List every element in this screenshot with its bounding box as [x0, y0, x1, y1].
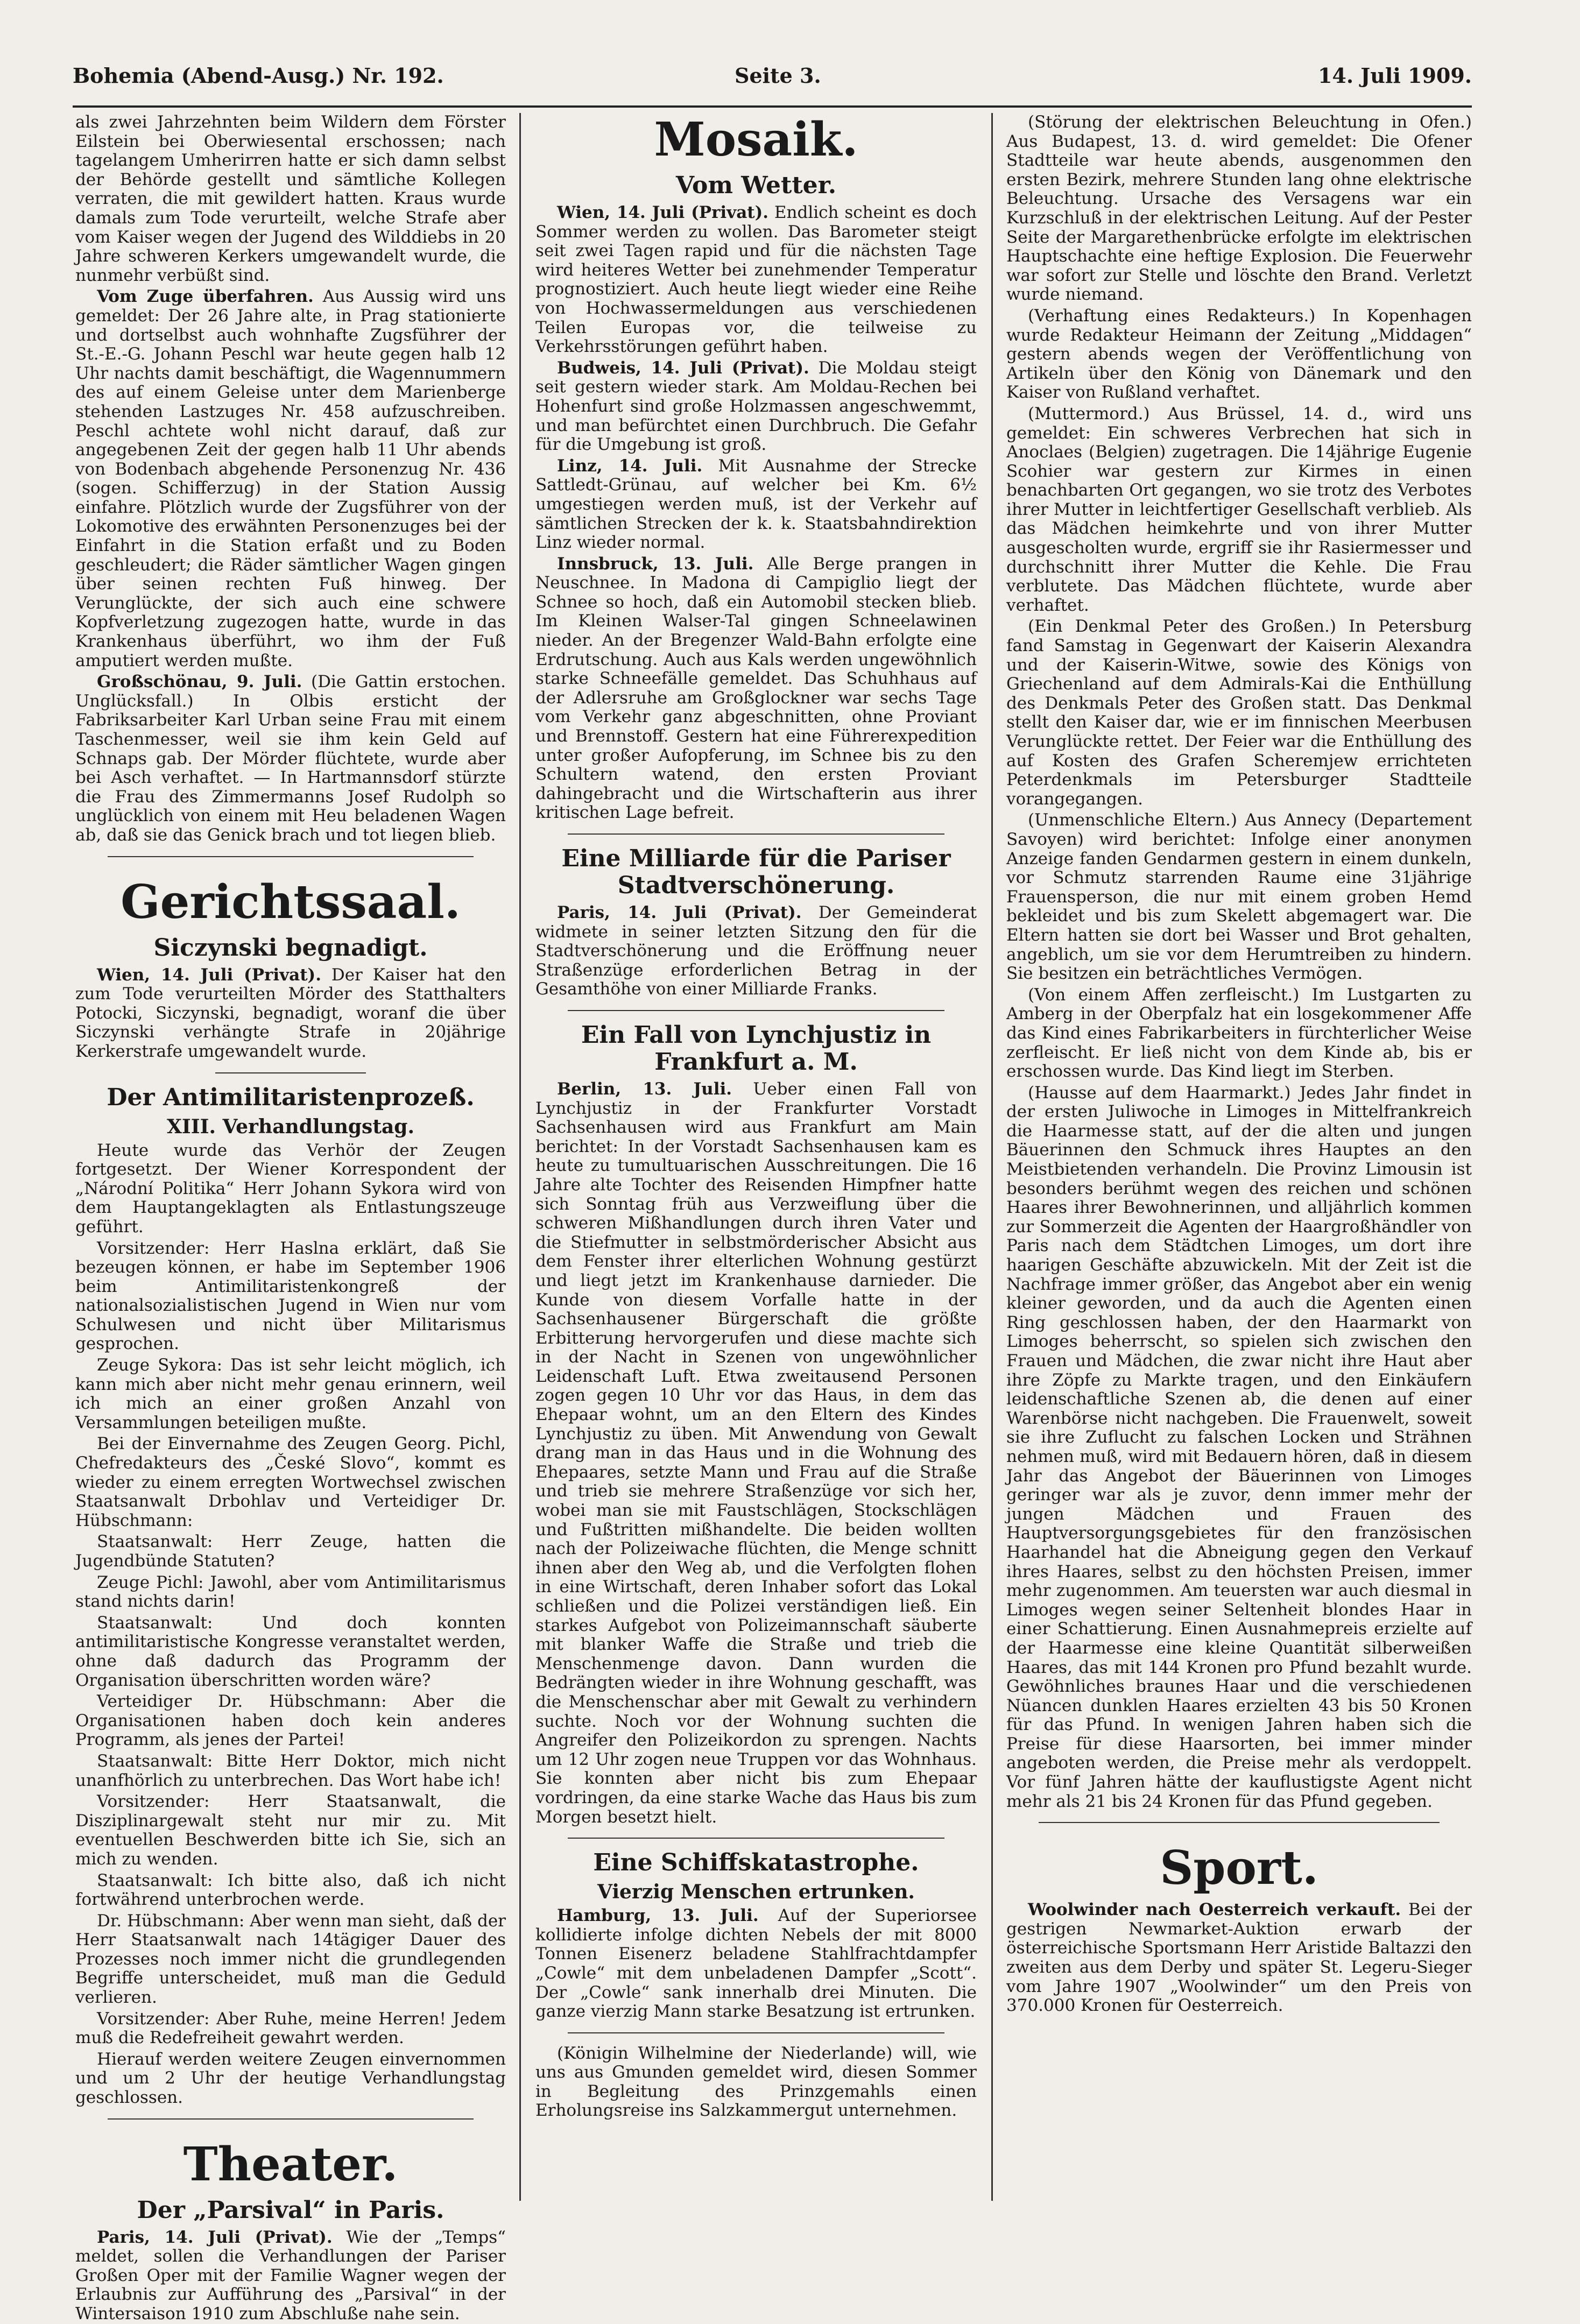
- page-header: [73, 63, 1472, 107]
- article-paragraph: (Muttermord.) Aus Brüssel, 14. d., wird uns gemeldet: Ein schweres Verbrechen hat sich in Anoclaes (Belgien) zugetragen. Die 14jährige Eugenie Scohier war gestern zur Kirmes in einen benachbarten Ort gegangen, wo sie trotz des Verbotes ihrer Mutter in leichtfertiger Gesellschaft verblieb. Als das Mädchen heimkehrte und von ihrer Mutter ausgescholten wurde, ergriff sie ihr Rasiermesser und durchschnitt ihrer Mutter die Kehle. Die Frau verblutete. Das Mädchen flüchtete, wurde aber verhaftet.: [1006, 404, 1472, 615]
- article-paragraph: [535, 903, 977, 999]
- headline: Ein Fall von Lynchjustiz in Frankfurt a. M.: [581, 1021, 932, 1076]
- article-lead: Paris, 14. Juli (Privat).: [557, 903, 802, 922]
- header-rule: [73, 105, 1472, 108]
- article-paragraph: Zeuge Pichl: Jawohl, aber vom Antimilitarismus stand nichts darin!: [75, 1572, 506, 1612]
- article-separator: [568, 833, 944, 835]
- article-text: Der Kaiser hat den zum Tode verurteilten Mörder des Statthalters Potocki, Siczynski, begnadigt, woranf die über Siczynski verhängte Strafe in 20jährige Kerkerstrafe umgewandelt wurde.: [75, 965, 506, 1061]
- article-separator: [568, 1010, 944, 1011]
- article-paragraph: [535, 1080, 977, 1827]
- article-lead: Woolwinder nach Oesterreich verkauft.: [1028, 1900, 1401, 1920]
- article-paragraph: Heute wurde das Verhör der Zeugen fortgesetzt. Der Wiener Korrespondent der „Národní Politika“ Herr Johann Sykora wird von dem Hauptangeklagten als Entlastungszeuge geführt.: [75, 1140, 506, 1237]
- article-paragraph: Vorsitzender: Aber Ruhe, meine Herren! Jedem muß die Redefreiheit gewahrt werden.: [75, 2009, 506, 2048]
- article-paragraph: [75, 966, 506, 1062]
- article-paragraph: Hierauf werden weitere Zeugen einvernommen und um 2 Uhr der heutige Verhandlungstag geschlossen.: [75, 2049, 506, 2108]
- article-paragraph: [535, 359, 977, 455]
- column-middle: [535, 113, 977, 2244]
- article-lead: Wien, 14. Juli (Privat).: [97, 965, 322, 985]
- column-divider: [519, 113, 521, 2201]
- article-paragraph: [75, 287, 506, 670]
- header-date: 14. Juli 1909.: [1317, 63, 1472, 88]
- article-paragraph: als zwei Jahrzehnten beim Wildern dem Förster Eilstein bei Oberwiesental erschossen; nach tagelangem Umherirren hatte er sich damn selbst der Behörde gestellt und sämtliche Kollegen verraten, die mit gewildert hatten. Kraus wurde damals zum Tode verurteilt, welche Strafe aber vom Kaiser wegen der Jugend des Wilddiebs in 20 Jahre schweren Kerkers umgewandelt wurde, die nunmehr verbüßt sind.: [75, 112, 506, 285]
- article-text: Ueber einen Fall von Lynchjustiz in der Frankfurter Vorstadt Sachsenhausen wird aus Frankfurt am Main berichtet: In der Vorstadt Sachsenhausen kam es heute zu tumultuarischen Ausschreitungen. Die 16 Jahre alte Tochter des Reisenden Himpfner hatte sich Sonntag früh aus Verzweiflung über die schweren Mißhandlungen durch ihren Vater und die Stiefmutter in selbstmörderischer Absicht aus dem Fenster ihrer elterlichen Wohnung gestürzt und liegt jetzt im Krankenhause darnieder. Die Kunde von diesem Vorfalle hatte in der Sachsenhausener Bürgerschaft die größte Erbitterung hervorgerufen und diese machte sich in der Nacht in Szenen von ungewöhnlicher Leidenschaft Luft. Etwa zweitausend Personen zogen gegen 10 Uhr vor das Haus, in dem das Ehepaar wohnt, um an den Eltern des Kindes Lynchjustiz zu üben. Mit Anwendung von Gewalt drang man in das Haus und in die Wohnung des Ehepaares, setzte Mann und Frau auf die Straße und trieb sie mehrere Straßenzüge vor sich her, wobei man sie mit Faustschlägen, Stockschlägen und Fußtritten mißhandelte. Die beiden wollten nach der Polizeiwache flüchten, die Menge schnitt ihnen aber den Weg ab, und die Verfolgten flohen in eine Wirtschaft, deren Inhaber sofort das Lokal schließen und die Polizei verständigen ließ. Ein starkes Aufgebot von Polizeimannschaft säuberte mit blanker Waffe die Straße und trieb die Menschenmenge davon. Dann wurden die Bedrängten wieder in ihre Wohnung geschafft, was die Menschenschar aber mit Gewalt zu verhindern suchte. Noch vor der Wohnung suchten die Angreifer den Polizeikordon zu sprengen. Nachts um 12 Uhr zogen neue Truppen vor das Wohnhaus. Sie konnten aber nicht bis zum Ehepaar vordringen, da eine starke Wache das Haus bis zum Morgen besetzt hielt.: [535, 1079, 977, 1827]
- article-paragraph: [535, 1906, 977, 2022]
- article-lead: Innsbruck, 13. Juli.: [557, 554, 754, 574]
- article-paragraph: Staatsanwalt: Und doch konnten antimilitaristische Kongresse veranstaltet werden, ohne daß dadurch das Programm der Organisation überschritten worden wäre?: [75, 1613, 506, 1690]
- article-lead: Vom Zuge überfahren.: [97, 287, 314, 307]
- article-paragraph: Staatsanwalt: Bitte Herr Doktor, mich nicht unanfhörlich zu unterbrechen. Das Wort habe ich!: [75, 1751, 506, 1790]
- article-paragraph: Staatsanwalt: Ich bitte also, daß ich nicht fortwährend unterbrochen werde.: [75, 1870, 506, 1910]
- article-text: Mit Ausnahme der Strecke Sattledt-Grünau, auf welcher bei Km. 6½ umgestiegen werden muß, ist der Verkehr auf sämtlichen Strecken der k. k. Staatsbahndirektion Linz wieder normal.: [535, 456, 977, 553]
- article-text: Alle Berge prangen in Neuschnee. In Madona di Campiglio liegt der Schnee so hoch, daß ein Automobil stecken blieb. Im Kleinen Walser-Tal gingen Schneelawinen nieder. An der Bregenzer Wald-Bahn erfolgte eine Erdrutschung. Auch aus Kals werden ungewöhnlich starke Schneefälle gemeldet. Das Schuhhaus auf der Adlersruhe am Großglockner war sechs Tage vom Verkehr ganz abgeschnitten, ohne Proviant und Brennstoff. Gestern hat eine Führerexpedition unter großer Aufopferung, im Schnee bis zu den Schultern watend, den ersten Proviant dahingebracht und die Wirtschafterin aus ihrer kritischen Lage befreit.: [535, 554, 977, 823]
- article-paragraph: (Königin Wilhelmine der Niederlande) will, wie uns aus Gmunden gemeldet wird, diesen Sommer in Begleitung des Prinzgemahls einen Erholungsreise ins Salzkammergut unternehmen.: [535, 2043, 977, 2121]
- column-right: [1006, 113, 1472, 2244]
- article-paragraph: [535, 555, 977, 823]
- section-title-sport: Sport.: [1160, 1841, 1318, 1896]
- article-paragraph: Staatsanwalt: Herr Zeuge, hatten die Jugendbünde Statuten?: [75, 1532, 506, 1571]
- article-paragraph: (Unmenschliche Eltern.) Aus Annecy (Departement Savoyen) wird berichtet: Infolge einer anonymen Anzeige fanden Gendarmen gestern in einem dunkeln, vor Schmutz starrenden Raume eine 31jährige Frauensperson, die nur mit einem groben Hemd bekleidet und bis zum Skelett abgemagert war. Die Eltern hatten sie dort bei Wasser und Brot gehalten, angeblich, um sie vor dem Herumtreiben zu hindern. Sie besitzen ein beträchtliches Vermögen.: [1006, 810, 1472, 984]
- article-lead: Wien, 14. Juli (Privat).: [557, 203, 769, 222]
- article-text: Endlich scheint es doch Sommer werden zu wollen. Das Barometer steigt seit zwei Tagen rapid und für die nächsten Tage wird heiteres Wetter bei zunehmender Temperatur prognostiziert. Auch heute liegt wieder eine Reihe von Hochwassermeldungen aus verschiedenen Teilen Europas vor, die teilweise zu Verkehrsstörungen geführt haben.: [535, 203, 977, 357]
- section-title-theater: Theater.: [183, 2137, 398, 2192]
- header-page-number: Seite 3.: [735, 63, 821, 88]
- article-separator: [215, 1072, 366, 1073]
- article-paragraph: Vorsitzender: Herr Staatsanwalt, die Disziplinargewalt steht nur mir zu. Mit eventuellen Beschwerden bitte ich Sie, sich an mich zu wenden.: [75, 1792, 506, 1869]
- article-lead: Berlin, 13. Juli.: [557, 1079, 732, 1099]
- article-separator: [1039, 1822, 1440, 1823]
- article-text: (Die Gattin erstochen. Unglücksfall.) In Olbis ersticht der Fabriksarbeiter Karl Urban seine Frau mit einem Taschenmesser, weil sie ihm kein Geld auf Schnaps gab. Der Mörder flüchtete, wurde aber bei Asch verhaftet. — In Hartmannsdorf stürzte die Frau des Zimmermanns Josef Rudolph so unglücklich von einem mit Heu beladenen Wagen ab, daß sie das Genick brach und tot liegen blieb.: [75, 672, 506, 845]
- headline: Siczynski begnadigt.: [153, 934, 428, 962]
- headline: Vom Wetter.: [675, 172, 837, 199]
- article-text: Bei der gestrigen Newmarket-Auktion erwarb der österreichische Sportsmann Herr Aristide Baltazzi den zweiten aus dem Derby und später St. Legeru-Sieger vom Jahre 1907 „Woolwinder“ um den Preis von 370.000 Kronen für Oesterreich.: [1006, 1900, 1472, 2016]
- headline: Der Antimilitaristenprozeß.: [107, 1083, 475, 1111]
- article-lead: Großschönau, 9. Juli.: [97, 672, 302, 692]
- headline: Eine Schiffskatastrophe.: [593, 1849, 919, 1877]
- article-paragraph: Zeuge Sykora: Das ist sehr leicht möglich, ich kann mich aber nicht mehr genau erinnern, weil ich mich an einer großen Anzahl von Versammlungen beteiligen mußte.: [75, 1355, 506, 1432]
- article-paragraph: (Hausse auf dem Haarmarkt.) Jedes Jahr findet in der ersten Juliwoche in Limoges in Mittelfrankreich die Haarmesse statt, auf der die alten und jungen Bäuerinnen den Schmuck ihres Hauptes an den Meistbietenden verhandeln. Die Provinz Limousin ist besonders berühmt wegen des reichen und schönen Haares ihrer Bewohnerinnen, und alljährlich kommen zur Sommerzeit die Agenten der Haargroßhändler von Paris nach dem Städtchen Limoges, um dort ihre haarigen Geschäfte abzuwickeln. Mit der Zeit ist die Nachfrage immer größer, das Angebot aber ein wenig kleiner geworden, und da auch die Agenten einen Ring geschlossen haben, der den Haarmarkt von Limoges beherrscht, so spielen sich zwischen den Frauen und Mädchen, die zwar nicht ihre Haut aber ihre Zöpfe zu Markte tragen, und den Einkäufern leidenschaftliche Szenen ab, die denen auf einer Warenbörse nicht nachgeben. Die Frauenwelt, soweit sie ihre Zuflucht zu falschen Locken und Strähnen nehmen muß, wird mit Bedauern hören, daß in diesem Jahr das Angebot der Bäuerinnen von Limoges geringer war als je zuvor, denn immer mehr der jungen Mädchen und Frauen des Hauptversorgungsgebietes für den französischen Haarhandel hat die Abneigung gegen den Verkauf ihres Haares, selbst zu den höchsten Preisen, immer mehr zugenommen. Am teuersten war auch diesmal in Limoges wegen seiner Seltenheit blondes Haar in einer Schattierung. Einen Ausnahmepreis erzielte auf der Haarmesse eine kleine Quantität silberweißen Haares, das mit 144 Kronen pro Pfund bezahlt wurde. Gewöhnliches braunes Haar und die verschiedenen Nüancen dunklen Haares erzielten 43 bis 50 Kronen für das Pfund. In wenigen Jahren haben sich die Preise für diese Haarsorten, bei immer minder angeboten werden, die Preise mehr als verdoppelt. Vor fünf Jahren hätte der kauflustigste Agent nicht mehr als 21 bis 24 Kronen für das Pfund gegeben.: [1006, 1083, 1472, 1811]
- column-left: [75, 112, 506, 2323]
- article-lead: Linz, 14. Juli.: [557, 456, 703, 476]
- article-paragraph: [1006, 1901, 1472, 2016]
- article-lead: Budweis, 14. Juli (Privat).: [557, 358, 809, 378]
- article-paragraph: (Von einem Affen zerfleischt.) Im Lustgarten zu Amberg in der Oberpfalz hat ein losgekommener Affe das Kind eines Fabrikarbeiters in fürchterlicher Weise zerfleischt. Er ließ nicht von dem Kinde ab, bis er erschossen wurde. Das Kind liegt im Sterben.: [1006, 985, 1472, 1082]
- article-paragraph: Dr. Hübschmann: Aber wenn man sieht, daß der Herr Staatsanwalt nach 14tägiger Dauer des Prozesses noch immer nicht die grundlegenden Begriffe unterscheidet, muß man die Geduld verlieren.: [75, 1911, 506, 2008]
- article-paragraph: Vorsitzender: Herr Haslna erklärt, daß Sie bezeugen können, er habe im September 1906 beim Antimilitaristenkongreß der nationalsozialistischen Jugend in Wien nur vom Schulwesen und nicht über Militarismus gesprochen.: [75, 1238, 506, 1354]
- article-lead: Paris, 14. Juli (Privat).: [97, 2227, 333, 2247]
- article-text: Auf der Superiorsee kollidierte infolge dichten Nebels der mit 8000 Tonnen Eisenerz beladene Stahlfrachtdampfer „Cowle“ mit dem unbeladenen Dampfer „Scott“. Der „Cowle“ sank innerhalb drei Minuten. Die ganze vierzig Mann starke Besatzung ist ertrunken.: [535, 1906, 977, 2022]
- headline: Eine Milliarde für die Pariser Stadtverschönerung.: [561, 845, 951, 899]
- headline: Der „Parsival“ in Paris.: [137, 2196, 445, 2224]
- article-paragraph: Bei der Einvernahme des Zeugen Georg. Pichl, Chefredakteurs des „České Slovo“, kommt es wieder zu einem erregten Wortwechsel zwischen Staatsanwalt Drbohlav und Verteidiger Dr. Hübschmann:: [75, 1434, 506, 1530]
- header-issue: Bohemia (Abend-Ausg.) Nr. 192.: [73, 63, 444, 88]
- column-divider: [991, 113, 993, 2201]
- article-text: Aus Aussig wird uns gemeldet: Der 26 Jahre alte, in Prag stationierte und dortselbst auch wohnhafte Zugsführer der St.-E.-G. Johann Peschl war heute gegen halb 12 Uhr nachts damit beschäftigt, die Wagennummern des auf einem Geleise unter dem Marienberge stehenden Lastzuges Nr. 458 aufzuschreiben. Peschl achtete wohl nicht darauf, daß zur angegebenen Zeit der gegen halb 11 Uhr abends von Bodenbach abgehende Personenzug Nr. 436 (sogen. Schifferzug) in der Station Aussig einfahre. Plötzlich wurde der Zugsführer von der Lokomotive des erwähnten Personenzuges bei der Einfahrt in die Station erfaßt und zu Boden geschleudert; die Räder sämtlicher Wagen gingen über seinen rechten Fuß hinweg. Der Verunglückte, der sich auch eine schwere Kopfverletzung zugezogen hatte, wurde in das Krankenhaus überführt, wo ihm der Fuß amputiert werden mußte.: [75, 287, 506, 670]
- article-text: Der Gemeinderat widmete in seiner letzten Sitzung den für die Stadtverschönerung und die Eröffnung neuer Straßenzüge erforderlichen Betrag in der Gesamthöhe von einer Milliarde Franks.: [535, 903, 977, 999]
- section-title-mosaik: Mosaik.: [654, 112, 858, 167]
- article-separator: [568, 1838, 944, 1839]
- article-paragraph: (Ein Denkmal Peter des Großen.) In Petersburg fand Samstag in Gegenwart der Kaiserin Alexandra und der Kaiserin-Witwe, sowie des Königs von Griechenland auf dem Admirals-Kai die Enthüllung des Denkmals Peter des Großen statt. Das Denkmal stellt den Kaiser dar, wie er im finnischen Meerbusen Verunglückte rettet. Der Feier war die Enthüllung des auf Kosten des Grafen Scheremjew errichteten Peterdenkmals im Petersburger Stadtteile vorangegangen.: [1006, 617, 1472, 809]
- article-text: Die Moldau steigt seit gestern wieder stark. Am Moldau-Rechen bei Hohenfurt sind große Holzmassen angeschwemmt, und man befürchtet einen Durchbruch. Die Gefahr für die Umgebung ist groß.: [535, 358, 977, 455]
- subheadline: XIII. Verhandlungstag.: [167, 1115, 414, 1138]
- article-lead: Hamburg, 13. Juli.: [557, 1906, 759, 1926]
- article-paragraph: [535, 457, 977, 553]
- section-title-gerichtssaal: Gerichtssaal.: [121, 874, 461, 929]
- article-paragraph: [75, 673, 506, 845]
- article-separator: [568, 2032, 944, 2033]
- article-paragraph: [75, 2228, 506, 2324]
- article-separator: [108, 856, 474, 857]
- article-paragraph: Verteidiger Dr. Hübschmann: Aber die Organisationen haben doch kein anderes Programm, als jenes der Partei!: [75, 1692, 506, 1750]
- article-paragraph: (Verhaftung eines Redakteurs.) In Kopenhagen wurde Redakteur Heimann der Zeitung „Middagen“ gestern abends wegen der Veröffentlichung von Artikeln über den König von Dänemark und den Kaiser von Rußland verhaftet.: [1006, 306, 1472, 402]
- article-text: Wie der „Temps“ meldet, sollen die Verhandlungen der Pariser Großen Oper mit der Familie Wagner wegen der Erlaubnis zur Aufführung des „Parsival“ in der Wintersaison 1910 zum Abschluße nahe sein.: [75, 2227, 506, 2323]
- article-separator: [108, 2118, 474, 2120]
- subheadline: Vierzig Menschen ertrunken.: [597, 1881, 915, 1904]
- article-paragraph: (Störung der elektrischen Beleuchtung in Ofen.) Aus Budapest, 13. d. wird gemeldet: Die Ofener Stadtteile war heute abends, ausgenommen den ersten Bezirk, mehrere Stunden lang ohne elektrische Beleuchtung. Ursache des Versagens war ein Kurzschluß in der elektrischen Leitung. Auf der Pester Seite der Margarethenbrücke erfolgte im elektrischen Hauptschachte eine heftige Explosion. Die Feuerwehr war sofort zur Stelle und löschte den Brand. Verletzt wurde niemand.: [1006, 112, 1472, 305]
- article-paragraph: [535, 203, 977, 357]
